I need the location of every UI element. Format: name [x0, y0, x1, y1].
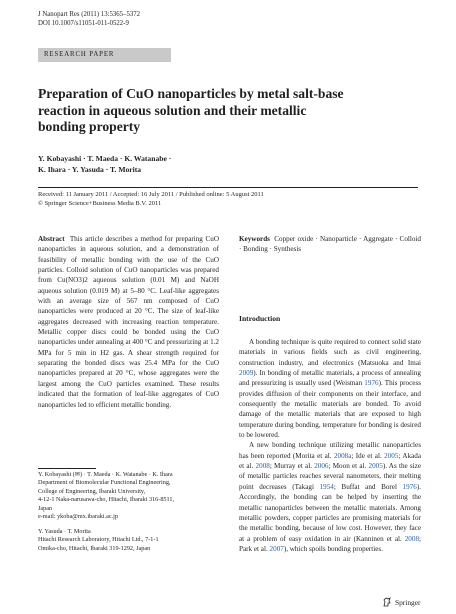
publisher-name: Springer: [395, 597, 421, 607]
keywords-text: Copper oxide · Nanoparticle · Aggregate · Colloid · Bonding · Synthesis: [239, 235, 421, 254]
footnote-rule: [38, 468, 96, 469]
citation-link[interactable]: 2005: [368, 462, 383, 471]
publisher-logo: [382, 597, 420, 607]
citation-link[interactable]: 1954: [319, 482, 334, 491]
citation-link[interactable]: 2009: [239, 369, 254, 378]
citation-link[interactable]: 1976: [402, 482, 417, 491]
author-email[interactable]: e-mail: ykoba@mx.ibaraki.ac.jp: [38, 513, 118, 521]
springer-horse-icon: [382, 597, 392, 607]
citation-link[interactable]: 2008: [404, 534, 420, 543]
citation-link[interactable]: 2008a: [333, 451, 352, 460]
citation-link[interactable]: 2006: [314, 462, 329, 471]
copyright-line: © Springer Science+Business Media B.V. 2011: [38, 199, 162, 207]
article-dates: [38, 191, 264, 208]
intro-paragraph-1: A bonding technique is quite required to connect solid state materials in various fields such as civil engineering, construction industry, and electronics (Matsuoka and Imai 2009). In bonding of metallic materials, a process of annealing and pressurizing is usually used (Weisman 1976). This process provides diffusion of their components on their interface, and consequently the metallic materials are bonded. To avoid damage of the metallic materials that are exposed to high temperature during bonding, temperature for bonding is desired to be lowered.: [239, 338, 421, 440]
affiliation-line: Omika-cho, Hitachi, Ibaraki 319-1292, Japan: [38, 544, 151, 552]
affiliation-line: Y. Kobayashi (✉) · T. Maeda · K. Watanabe · K. Ihara: [38, 471, 173, 478]
article-type-badge: RESEARCH PAPER: [38, 48, 171, 62]
keywords-label: Keywords: [239, 235, 270, 243]
affiliation-1: [38, 471, 238, 521]
keywords: [239, 234, 421, 255]
introduction-body: [239, 337, 421, 554]
citation-link[interactable]: 2005: [384, 451, 399, 460]
affiliation-2: [38, 528, 238, 553]
article-title: Preparation of CuO nanoparticles by metal salt-base reaction in aqueous solution and their metallic bonding property: [38, 86, 344, 134]
citation-link[interactable]: 2007: [269, 544, 284, 553]
section-heading-introduction: Introduction: [239, 314, 281, 323]
doi-line: DOI 10.1007/s11051-011-0522-9: [38, 20, 129, 27]
affiliation-line: 4-12-1 Naka-narusawa-cho, Hitachi, Ibaraki 316-8511,: [38, 496, 175, 504]
author-line-1: Y. Kobayashi · T. Maeda · K. Watanabe ·: [38, 154, 172, 163]
affiliation-line: Hitachi Research Laboratory, Hitachi Ltd., 7-1-1: [38, 536, 159, 544]
intro-paragraph-2: A new bonding technique utilizing metallic nanoparticles has been reported (Morita et al. 2008a; Ide et al. 2005; Akada et al. 2008; Murray et al. 2006; Moon et al. 2005). As the size of metallic particles reaches several nanometers, their melting point decreases (Takagi 1954; Buffat and Borel 1976). Accordingly, the bonding can be helped by inserting the metallic nanoparticles between the metallic materials. Among metallic powders, copper particles are promising materials for the metallic bonding, because of low cost. However, they face at a problem of easy oxidation in air (Kanninen et al. 2008; Park et al. 2007), which spoils bonding properties.: [239, 441, 422, 553]
header-rule: [38, 187, 418, 188]
abstract-text: This article describes a method for preparing CuO nanoparticles in aqueous solution, and a demonstration of feasibility of metallic bonding with the use of the CuO particles. Colloid solution of CuO nanoparticles was prepared from Cu(NO3)2 aqueous solution (0.01 M) and NaOH aqueous solution (0.019 M) at 5–80 °C. Leaf-like aggregates with an average size of 567 nm composed of CuO nanoparticles were produced at 20 °C. The size of leaf-like aggregates decreased with increasing reaction temperature. Metallic copper discs could be bonded using the CuO nanoparticles under annealing at 400 °C and pressurizing at 1.2 MPa for 5 min in H2 gas. A shear strength required for separating the bonded discs was 25.4 MPa for the CuO nanoparticles prepared at 20 °C, whose aggregates were the largest among the CuO particles examined. These results indicated that the formation of leaf-like aggregates of CuO nanoparticles led to efficient metallic bonding.: [38, 235, 219, 409]
affiliation-line: Department of Biomolecular Functional Engineering,: [38, 479, 171, 487]
author-line-2: K. Ihara · Y. Yasuda · T. Morita: [38, 165, 142, 174]
journal-citation: J Nanopart Res (2011) 13:5365–5372: [38, 11, 141, 18]
affiliation-line: Y. Yasuda · T. Morita: [38, 528, 91, 535]
citation-link[interactable]: 1976: [364, 379, 379, 388]
affiliation-line: Japan: [38, 504, 53, 512]
affiliation-line: College of Engineering, Ibaraki University,: [38, 487, 146, 495]
citation-link[interactable]: 2008: [255, 462, 270, 471]
dates-line: Received: 11 January 2011 / Accepted: 16 July 2011 / Published online: 5 August 2011: [38, 191, 264, 198]
abstract: [38, 234, 219, 410]
author-list: [38, 153, 298, 175]
abstract-label: Abstract: [38, 235, 65, 243]
